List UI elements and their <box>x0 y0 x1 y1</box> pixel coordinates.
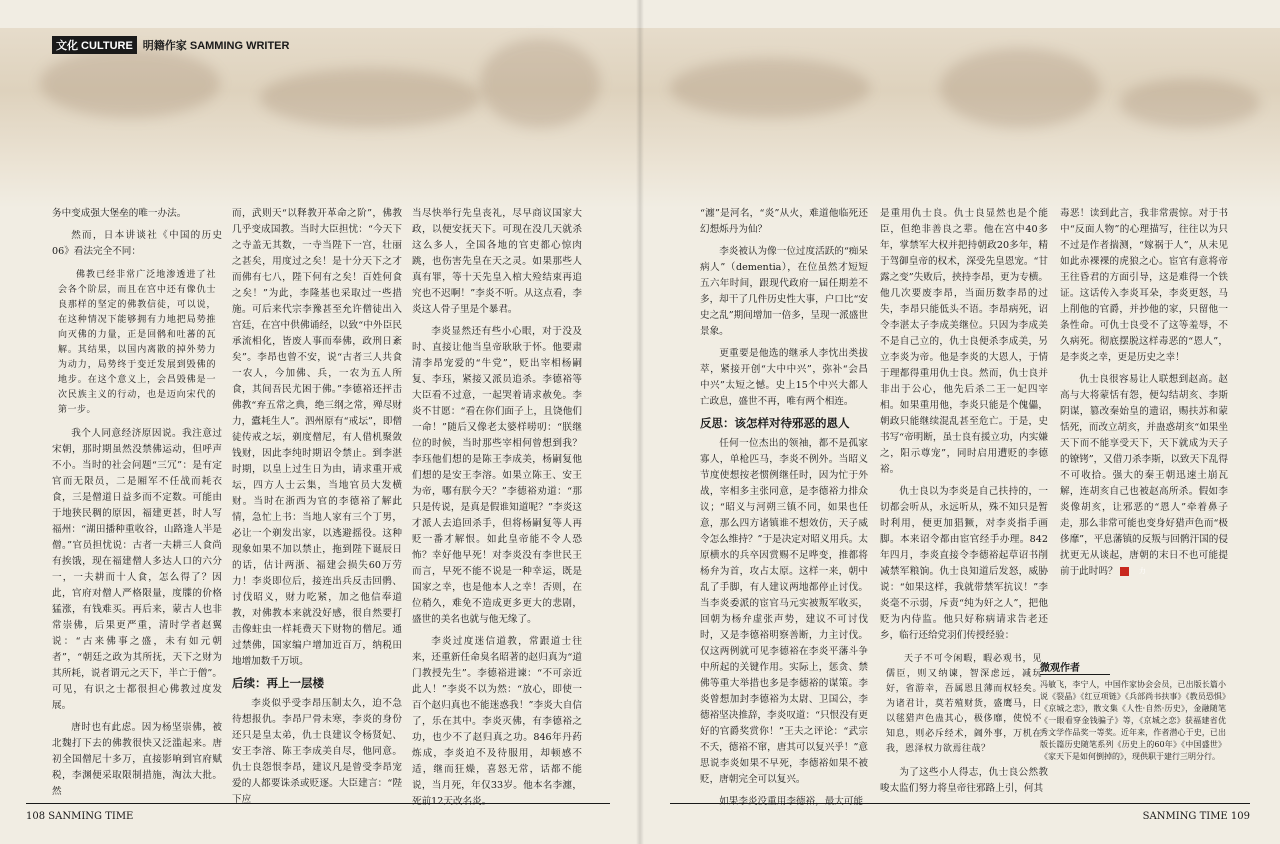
section-heading: 反思：该怎样对待邪恶的恩人 <box>700 418 850 430</box>
text-column-4 <box>700 206 868 807</box>
paragraph: 更重要是他选的继承人李忱出类拔萃，紧接开创“大中中兴”，弥补“会昌中兴”太短之憾。史上15个中兴大都人亡政息，盛世不再，唯有两个相连。 <box>700 348 868 407</box>
end-mark-icon: 力 <box>1120 567 1129 576</box>
text-column-6 <box>1060 206 1228 646</box>
paragraph: 然而，日本讲谈社《中国的历史06》看法完全不同： <box>52 230 222 257</box>
section-heading: 后续：再上一层楼 <box>232 678 324 690</box>
paragraph: 李炎被认为像一位过度活跃的“痴呆病人”（dementia），在位虽然才短短五六年时间，跟现代政府一届任期差不多，却干了几件历史性大事，户口比“安史之乱”期间增加一倍多，呈现一派盛世景象。 <box>700 246 868 337</box>
paragraph: 如果李炎没重用李德裕，最大可能 <box>719 796 864 807</box>
paragraph: 而，武则天“以释教开革命之阶”，佛教几乎变成国教。当时大臣担忧：“今天下之寺盖无其数，一寺当陛下一宫，壮丽之甚矣，用度过之矣！是十分天下之才而佛有七八，陛下何有之矣！百姓何食之矣！”为此，李隆基也采取过一些措施。可后来代宗李豫甚至允许僧徒出入宫廷，在宫中供佛诵经，以致“中外臣民承流相化，皆废人事而奉佛，政刑日紊矣”。李昂也曾不安，说“古者三人共食一农人，今加佛、兵，一农为五人所食，其间吾民尤困于佛。”李德裕还抨击佛教“弃五常之典，绝三纲之常，殚尽财力，蠹耗生人”。泗州原有“戒坛”，即僧徒传戒之坛，剃度僧尼，有人借机聚敛钱财，因此李纯时期诏令禁止。到李湛时期，以皇上过生日为由，请求重开戒坛，四方人士云集，当地官员大发横财。当时在浙西为官的李德裕了解此情，急忙上书：当地人家有三个丁男，必让一个剃发出家，以逃避摇役。这种现象如果不加以禁止，拖到陛下诞辰日的话，估计两浙、福建会损失60万劳力！李炎即位后，接连出兵反击回鹘、讨伐昭义，财力吃紧，加之他信奉道教，对佛教本来就没好感，很自然要打击像蛀虫一样耗费天下财物的僧尼。通过禁佛，国家编户增加近百万，纳税田地增加数千万顷。 <box>232 208 402 667</box>
paragraph: 李炎过度迷信道教，常跟道士往来，还重新任命臭名昭著的赵归真为“道门教授先生”。李德裕进谏：“不可亲近此人！”李炎不以为然：“放心，即使一百个赵归真也不能迷惑我！”李炎大自信了，乐在其中。李炎灭佛，有李德裕之功，也少不了赵归真之功。846年丹药炼成，李炎迫不及待服用，却顿感不适，继而狂燥，喜怒无常，话都不能说，当月死，年仅33岁。他本名李瀍，死前12天改名炎。 <box>412 636 582 807</box>
page-gutter <box>636 0 644 844</box>
paragraph: “瀍”是河名，“炎”从火，难道他临死还幻想烁丹为仙？ <box>700 208 868 235</box>
text-column-1 <box>52 206 222 796</box>
paragraph: 毒恶！读到此言，我非常震惊。对于书中“反面人物”的心理描写，往往以为只不过是作者揣测，“嫁祸于人”，从未见如此赤裸裸的虎狼之心。宦官有意将帝王往昏君的方面引导，这是难得一个铁证。这话传入李炎耳朵，李炎更怒，马上削他的官爵，并抄他的家，只留他一条性命。可仇士良受不了这等羞辱，不久病死。彻底摆脱这样毒恶的“恩人”，是李炎之幸，更是历史之幸！ <box>1060 208 1228 363</box>
author-box <box>1040 656 1226 763</box>
paragraph: 是重用仇士良。仇士良显然也是个能臣，但绝非善良之辈。他在宫中40多年，掌禁军大权并把持朝政20多年，精于驾御皇帝的权术，深受先皇恩宠。“甘露之变”失败后，挟持李昂，更为专横。他几次要废李昂，当面历数李昂的过失，李昂只能低头不语。李昂病死，诏令李湛太子李成美继位。只因为李成美不是自己立的，仇士良便杀李成美，另立李炎为帝。他是李炎的大恩人，于情于理都得重用仇士良。然而，仇士良并非出于公心，他先后杀二王一妃四宰相。如果重用他，李炎只能是个傀儡，朝政只能继续混乱甚至危亡。于是，史书写“帝明断，虽士良有援立功，内实嫌之，阳示尊宠”，同时启用遭贬的李德裕。 <box>880 208 1048 475</box>
paragraph-text: 仇士良很容易让人联想到赵高。赵高与大将蒙恬有怨，便勾结胡亥、李斯阴谋，篡改秦始皇的遗诏，赐扶苏和蒙恬死，而改立胡亥，并蛊惑胡亥“如果坐天下而不能享受天下，天下就成为天子的镣铐”，又借刀杀李斯，以致天下乱得不可收拾。强大的秦王朝迅速土崩瓦解，连胡亥自己也被赵高所杀。假如李炎像胡亥，让邪恶的“恩人”牵着鼻子走，那么非常可能也变身好猎声色而“极侈靡”，平息藩镇的反叛与回鹘汗国的侵扰更无从谈起，唐朝的末日不也可能提前于此时吗？ <box>1060 374 1228 577</box>
paragraph: 唐时也有此虑。因为杨坚崇佛，被北魏打下去的佛教很快又泛滥起来。唐初全国僧尼十多万，直接影响到官府赋税，李渊便采取限制措施，淘汰大批。然 <box>52 722 222 797</box>
column-title: 明籍作家 SAMMING WRITER <box>142 40 290 52</box>
paragraph: 李炎显然还有些小心眼，对于没及时、直接让他当皇帝耿耿于怀。他要肃清李昂宠爱的“牛党”，贬出宰相杨嗣复、李珏，紧接又派员追杀。李德裕等大臣看不过意，一起哭着请求赦免。李炎不甘愿：“看在你们面子上，且饶他们一命！”随后又像老太婆样唠叨：“朕继位的时候，当时那些宰相何曾想到我？李珏他们想的是陈王李成美，杨嗣复他们想的是安王李溶。如果立陈王、安王为帝，哪有朕今天？”李德裕劝道：“那只是传说，是真是假谁知道呢？”李炎这才派人去追回杀手，但将杨嗣复等人再贬一番才解恨。如此皇帝能不令人恐怖？幸好他早死！对李炎没有李世民王而言，早死不能不说是一种幸运，既是国家之幸，也是他本人之幸！否则，在位稍久，难免不造成更多更大的悲剧，盛世的美名也就与他无缘了。 <box>412 326 582 625</box>
right-header-banner <box>640 28 1280 208</box>
paragraph: 务中变成强大堡垒的唯一办法。 <box>52 208 187 219</box>
page-number-right: SANMING TIME 109 <box>1142 811 1250 822</box>
block-quote: 天子不可令闲暇，暇必观书，见儒臣，则又纳谏，智深虑远，减玩好，省游幸，吾属恩且薄而权轻矣。为诸君计，莫若殖财货，盛鹰马，日以毬猎声色蛊其心，极侈靡，使悦不知息，则必斥经术，阇外事，万机在我，恩泽权力欲焉往哉？ <box>886 654 1042 754</box>
paragraph: 我个人同意经济原因说。我注意过宋朝，那时期虽然没禁佛运动，但呼声不小。当时的社会问题“三冗”：是有定官而无限员，二是厢军不任战而耗衣食，三是僧道日益多而不定数。可能由于地狭民稠的原因，福建更甚，时人写福州：“湖田播种重收谷，山路逢人半是僧。”官员担忧说：古者一夫耕三人食尚有挨饿，现在福建僧人多达人口的六分一，一夫耕而十人食，怎么得了？因此，官府对僧人严格限量，度牒的价格猛涨，有钱难买。再后来，蒙古人也非常崇佛，后果更严重，清时学者赵翼说：“古来佛事之盛，未有如元朝者”，“朝廷之政为其所抚，天下之财为其所耗，说者谓元之天下，半亡于僧”。可见，有识之士都很担心佛教过度发展。 <box>52 428 222 711</box>
text-column-3 <box>412 206 582 807</box>
paragraph <box>1060 372 1228 580</box>
paragraph: 仇士良以为李炎是自己扶持的，一切都会听从，永远听从，殊不知只是暂时利用，便更加猖獗，对李炎指手画脚。本来诏令都由宦官经手办理。842年四月，李炎直接令李德裕起草诏书削减禁军粮饷。仇士良知道后发怒，威胁说：“如果这样，我就带禁军抗议！”李炎毫不示弱，斥责“纯为奸之人”，把他贬为内侍监。他只好称病请求告老还乡，临行还给党羽们传授经验： <box>880 486 1048 641</box>
block-quote: 佛教已经非常广泛地渗透进了社会各个阶层，而且在宫中还有像仇士良那样的坚定的佛教信徒，可以说，在这种情况下能够拥有力地把局势推向灭佛的力量，正是回鹘和吐蕃的瓦解。其结果，以国内离散的掉外势力为动力，局势终于变迁发展到毁佛的地步。在这个意义上，会昌毁佛是一次民族主义的行动，也是迈向宋代的第一步。 <box>58 270 216 415</box>
author-bio: 冯敏飞，李宁人，中国作家协会会员，已出版长篇小说《裂晶》《红豆项链》《兵部尚书扶事》《教员恐惧》《京城之恋》，散文集《人性·自然·历史》，金融随笔《一眼看穿金钱骗子》等，《京城之恋》获福建省优秀文学作品奖一等奖。近年来，作者潜心于史，已出版长篇历史随笔系列《历史上的60年》《中国盛世》《家天下是如何倒掉的》，现供职于建行三明分行。 <box>1040 680 1226 761</box>
paragraph: 任何一位杰出的领袖，都不是孤家寡人，单枪匹马，李炎不例外。当昭义节度使想按老惯例继任时，因为忙于外战，宰相多主张同意，是李德裕力排众议；“昭义与河朔三镇不同，如果也任意，那么四方诸镇谁不想效仿，天子威令怎么维持？”于是决定对昭义用兵。太原横水的兵卒因赏赐不足哗变，推都将杨弁为首，攻占太原。这样一来，朝中乱了手脚，有人建议两地都停止讨伐。当李炎委派的宦官马元实被叛军收买，回朝为杨弁虚张声势，建议不可讨伐时，又是李德裕明察善断，力主讨伐。仅这两例就可见李德裕在李炎平藩斗争中所起的关键作用。实际上，惩贪、禁佛等重大举措也多是李德裕的谋策。李炎曾想加封李德裕为太尉、卫国公，李德裕坚决推辞，李炎叹道：“只恨没有更好的官爵奖赏你！”王夫之评论：“武宗不夭，德裕不窜，唐其可以复兴乎！”意思说李炎如果不早死，李德裕如果不被贬，唐朝完全可以复兴。 <box>700 438 868 785</box>
text-column-2 <box>232 206 402 805</box>
section-tag: 文化 CULTURE <box>52 36 137 54</box>
paragraph: 当尽快举行先皇丧礼，尽早商议国家大政，以便安抚天下。可现在没几天就杀这么多人，全国各地的官吏都心惊肉跳，也伤害先皇在天之灵。如果那些人真有罪，等十天先皇入棺大殓结束再追究也不迟啊！”李炎不听。从这点看，李炎这人骨子里是个暴君。 <box>412 208 582 315</box>
author-label: 微观作者 <box>1040 659 1110 675</box>
text-column-5 <box>880 206 1048 796</box>
paragraph: 为了这些小人得志，仇士良公然教唆太监们努力将皇帝往邪路上引，何其 <box>880 767 1048 794</box>
paragraph: 李炎似乎受李昂压制太久，迫不急待想报仇。李昂尸骨未寒，李炎的身份还只是皇太弟，仇士良建议令杨贤妃、安王李溶、陈王李成美自尽，他同意。仇士良怨恨李昂，建议凡是曾受李昂宠爱的人都要诛杀或贬逐。大臣建言：“陛下应 <box>232 698 402 805</box>
page-number-left: 108 SANMING TIME <box>26 811 134 822</box>
left-header-banner <box>0 28 640 208</box>
section-header <box>52 36 289 54</box>
